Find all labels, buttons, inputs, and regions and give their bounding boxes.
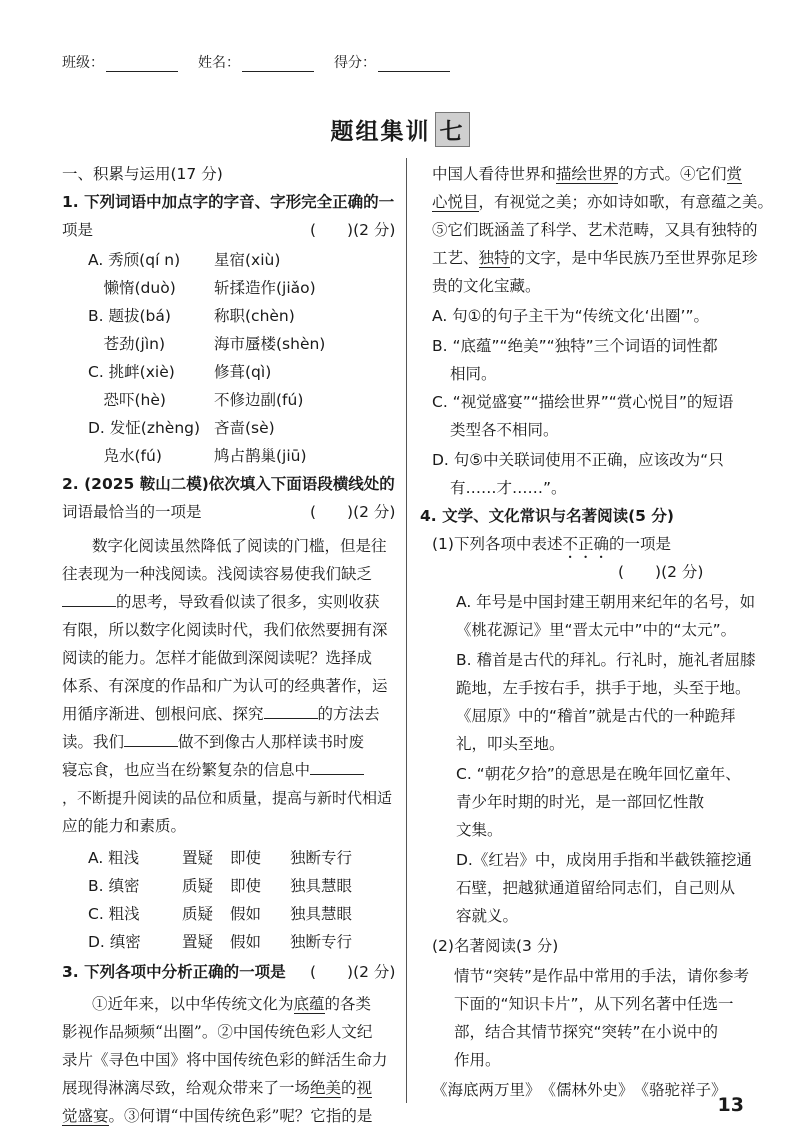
q4-option-b-cont: 礼，叩头至地。 — [456, 735, 565, 753]
q3-option-c-cont: 类型各不相同。 — [450, 421, 559, 439]
q1-option-c4: 不修边副(fú) — [214, 391, 304, 409]
q1-option-b2: 称职(chèn) — [214, 307, 295, 325]
section-heading: 一、积累与运用(17 分) — [62, 165, 223, 183]
q2-option-a[interactable]: A. 粗浅 — [88, 849, 140, 867]
q1-option-a1[interactable]: A. 秀颀(qí n) — [88, 251, 181, 269]
q1-stem-line1: 1. 下列词语中加点字的字音、字形完全正确的一 — [62, 193, 395, 211]
score-field[interactable]: 得分： — [334, 52, 450, 72]
q4-option-b-cont: 跪地，左手按右手，拱手于地，头至于地。 — [456, 679, 751, 697]
q1-option-d1[interactable]: D. 发怔(zhèng) — [88, 419, 201, 437]
student-info-header — [62, 52, 450, 72]
q2-passage-line: 用循序渐进、刨根问底、探究 的方法去 — [62, 702, 380, 726]
q1-option-c3: 恐吓(hè) — [88, 391, 166, 409]
q1-option-a4: 斩揉造作(jiǎo) — [214, 279, 316, 297]
name-field[interactable]: 姓名： — [198, 52, 314, 72]
q3-passage-line: 影视作品频频“出圈”。②中国传统色彩人文纪 — [62, 1023, 373, 1041]
q4-sub2-stem: (2)名著阅读(3 分) — [432, 937, 559, 955]
q1-option-a2: 星宿(xiù) — [214, 251, 281, 269]
fill-blank-3[interactable] — [124, 730, 178, 747]
q4-stem: 4. 文学、文化常识与名著阅读(5 分) — [420, 507, 674, 525]
q3-passage-line: 贵的文化宝藏。 — [432, 277, 541, 295]
q2-passage-line: 有限，所以数字化阅读时代，我们依然要拥有深 — [62, 621, 388, 639]
q2-answer-paren[interactable]: ( )(2 分) — [310, 503, 396, 521]
underlined-word: 赏 — [726, 165, 743, 183]
q1-option-a3: 懒惰(duò) — [88, 279, 176, 297]
q3-passage-line: 中国人看待世界和描绘世界的方式。④它们赏 — [432, 165, 743, 183]
q3-option-d[interactable]: D. 句⑤中关联词使用不正确，应该改为“只 — [432, 451, 724, 469]
class-field[interactable]: 班级： — [62, 52, 178, 72]
q2-stem-line1: 2. (2025 鞍山二模)依次填入下面语段横线处的 — [62, 475, 395, 493]
q2-option-c[interactable]: C. 粗浅 — [88, 905, 140, 923]
page-title: 题组集训 七 — [0, 112, 800, 147]
q2-passage-line: ，不断提升阅读的品位和质量，提高与新时代相适 — [62, 789, 393, 807]
q4-sub2-text: 作用。 — [454, 1051, 501, 1069]
q2-passage-line: 数字化阅读虽然降低了阅读的门槛，但是往 — [92, 537, 387, 555]
q2-passage-line: 应的能力和素质。 — [62, 817, 187, 835]
q3-option-b-cont: 相同。 — [450, 365, 497, 383]
q2-option-a-w4: 独断专行 — [290, 849, 353, 867]
q1-option-b1[interactable]: B. 题拔(bá) — [88, 307, 171, 325]
q3-option-c[interactable]: C. “视觉盛宴”“描绘世界”“赏心悦目”的短语 — [432, 393, 734, 411]
q2-option-b-w4: 独具慧眼 — [290, 877, 353, 895]
q3-passage-line: ⑤它们既涵盖了科学、艺术范畴，又具有独特的 — [432, 221, 758, 239]
book-list: 《海底两万里》 《儒林外史》 《骆驼祥子》 — [432, 1081, 727, 1099]
q1-option-d4: 鸠占鹊巢(jiū) — [214, 447, 307, 465]
underlined-word: 底蕴 — [293, 995, 325, 1013]
underlined-word: 觉盛宴 — [62, 1107, 109, 1125]
q4-answer-paren[interactable]: ( )(2 分) — [618, 563, 704, 581]
q3-stem: 3. 下列各项中分析正确的一项是 — [62, 963, 286, 981]
q4-option-b[interactable]: B. 稽首是古代的拜礼。行礼时，施礼者屈膝 — [456, 651, 756, 669]
q4-sub1-stem: (1)下列各项中表述不正确的一项是 — [432, 535, 671, 553]
q3-option-d-cont: 有……才……”。 — [450, 479, 567, 497]
q2-passage-line: 阅读的能力。怎样才能做到深阅读呢？选择成 — [62, 649, 373, 667]
q1-stem-line2: 项是 — [62, 221, 94, 239]
q3-passage-line: 心悦目，有视觉之美；亦如诗如歌，有意蕴之美。 — [432, 193, 774, 211]
q2-option-d-w3: 假如 — [230, 933, 262, 951]
q2-option-d-w2: 置疑 — [182, 933, 214, 951]
q4-option-c[interactable]: C. “朝花夕拾”的意思是在晚年回忆童年、 — [456, 765, 741, 783]
q1-option-d2: 吝啬(sè) — [214, 419, 275, 437]
q1-option-d3: 凫水(fú) — [88, 447, 162, 465]
q2-passage-line: 往表现为一种浅阅读。浅阅读容易使我们缺乏 — [62, 565, 373, 583]
q1-option-c1[interactable]: C. 挑衅(xiè) — [88, 363, 175, 381]
q3-passage-line: ①近年来，以中华传统文化为底蕴的各类 — [92, 995, 372, 1013]
q4-sub2-text: 情节“突转”是作品中常用的手法，请你参考 — [454, 967, 750, 985]
q2-option-d[interactable]: D. 缜密 — [88, 933, 141, 951]
q4-sub2-text: 下面的“知识卡片”，从下列名著中任选一 — [454, 995, 734, 1013]
q2-option-d-w4: 独断专行 — [290, 933, 353, 951]
q4-option-d[interactable]: D.《红岩》中，成岗用手指和半截铁箍挖通 — [456, 851, 752, 869]
q2-passage-line: 寝忘食，也应当在纷繁复杂的信息中 — [62, 758, 364, 782]
q3-passage-line: 展现得淋漓尽致，给观众带来了一场绝美的视 — [62, 1079, 373, 1097]
q1-option-b4: 海市蜃楼(shèn) — [214, 335, 326, 353]
q2-passage-line: 体系、有深度的作品和广为认可的经典著作，运 — [62, 677, 388, 695]
fill-blank-1[interactable] — [62, 590, 116, 607]
q1-answer-paren[interactable]: ( )(2 分) — [310, 221, 396, 239]
underlined-word: 独特 — [478, 249, 510, 267]
q2-passage-line: 的思考，导致看似读了很多，实则收获 — [62, 590, 380, 614]
q3-passage-line: 觉盛宴。③何谓“中国传统色彩”呢？它指的是 — [62, 1107, 373, 1125]
q2-option-c-w4: 独具慧眼 — [290, 905, 353, 923]
page-number: 13 — [717, 1094, 744, 1116]
q4-option-c-cont: 文集。 — [456, 821, 503, 839]
underlined-word: 描绘世界 — [556, 165, 619, 183]
q2-option-b[interactable]: B. 缜密 — [88, 877, 140, 895]
fill-blank-4[interactable] — [310, 758, 364, 775]
column-divider — [406, 158, 407, 1103]
underlined-word: 心悦目 — [432, 193, 479, 211]
q2-option-b-w3: 即使 — [230, 877, 262, 895]
q2-option-c-w2: 质疑 — [182, 905, 214, 923]
q4-option-b-cont: 《屈原》中的“稽首”就是古代的一种跪拜 — [456, 707, 736, 725]
q3-passage-line: 工艺、独特的文字，是中华民族乃至世界弥足珍 — [432, 249, 758, 267]
q4-option-a-cont: 《桃花源记》里“晋太元中”中的“太元”。 — [456, 621, 737, 639]
q4-option-a[interactable]: A. 年号是中国封建王朝用来纪年的名号，如 — [456, 593, 756, 611]
q2-passage-line: 读。我们 做不到像古人那样读书时废 — [62, 730, 364, 754]
q2-option-a-w3: 即使 — [230, 849, 262, 867]
title-number-box: 七 — [435, 112, 470, 147]
underlined-word: 绝美 — [310, 1079, 342, 1097]
q3-passage-line: 录片《寻色中国》将中国传统色彩的鲜活生命力 — [62, 1051, 388, 1069]
emphasized-word: 不正确 — [562, 535, 609, 553]
q3-option-b[interactable]: B. “底蕴”“绝美”“独特”三个词语的词性都 — [432, 337, 718, 355]
q4-option-d-cont: 石壁，把越狱通道留给同志们，自己则从 — [456, 879, 736, 897]
q2-stem-line2: 词语最恰当的一项是 — [62, 503, 202, 521]
q3-answer-paren[interactable]: ( )(2 分) — [310, 963, 396, 981]
q2-option-c-w3: 假如 — [230, 905, 262, 923]
q1-option-c2: 修葺(qì) — [214, 363, 272, 381]
q1-option-b3: 苍劲(jìn) — [88, 335, 166, 353]
q2-option-b-w2: 质疑 — [182, 877, 214, 895]
underlined-word: 视 — [356, 1079, 373, 1097]
q4-option-c-cont: 青少年时期的时光，是一部回忆性散 — [456, 793, 705, 811]
q3-option-a[interactable]: A. 句①的句子主干为“传统文化‘出圈’”。 — [432, 307, 709, 325]
q4-sub2-text: 部，结合其情节探究“突转”在小说中的 — [454, 1023, 719, 1041]
fill-blank-2[interactable] — [264, 702, 318, 719]
q4-option-d-cont: 容就义。 — [456, 907, 519, 925]
q2-option-a-w2: 置疑 — [182, 849, 214, 867]
